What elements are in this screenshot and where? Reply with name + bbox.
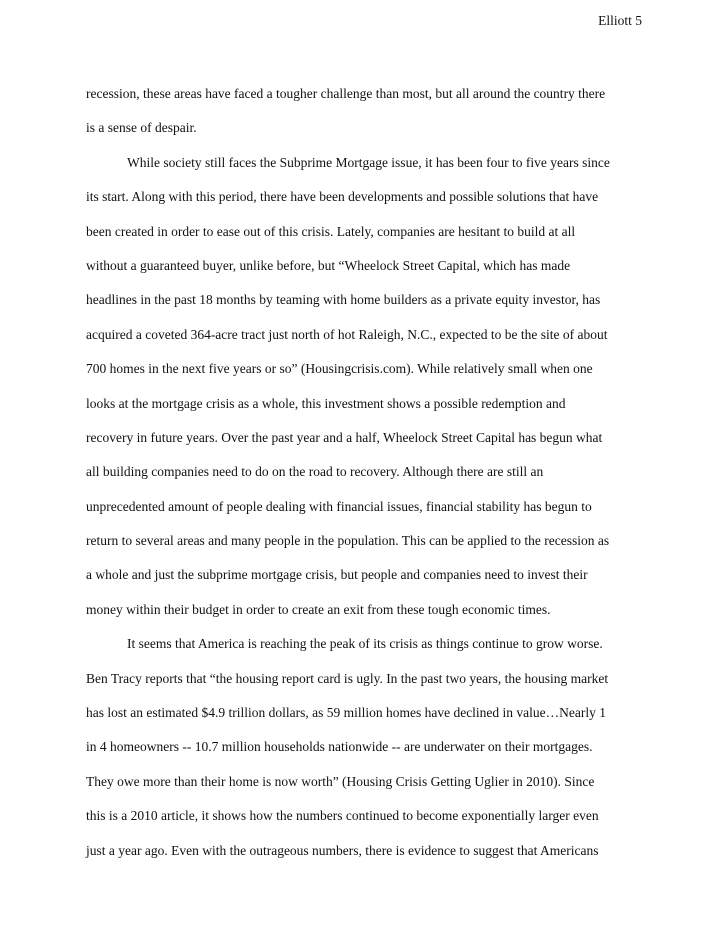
text-line: its start. Along with this period, there have been developments and possible solutions that have <box>86 189 599 205</box>
text-line: 700 homes in the next five years or so” (Housingcrisis.com). While relatively small when one <box>86 361 593 377</box>
text-line: unprecedented amount of people dealing with financial issues, financial stability has begun to <box>86 498 592 514</box>
text-line: in 4 homeowners -- 10.7 million households nationwide -- are underwater on their mortgages. <box>86 739 593 755</box>
text-line: been created in order to ease out of this crisis. Lately, companies are hesitant to build at all <box>86 223 576 239</box>
body-text <box>86 85 643 876</box>
text-line: recession, these areas have faced a tougher challenge than most, but all around the country there <box>86 86 606 101</box>
text-line: all building companies need to do on the road to recovery. Although there are still an <box>86 464 544 480</box>
text-line: has lost an estimated $4.9 trillion dollars, as 59 million homes have declined in value…Nearly 1 <box>86 705 607 721</box>
text-line: this is a 2010 article, it shows how the numbers continued to become exponentially larger even <box>86 808 599 824</box>
text-line: just a year ago. Even with the outrageous numbers, there is evidence to suggest that Americans <box>86 842 599 858</box>
text-line: without a guaranteed buyer, unlike before, but “Wheelock Street Capital, which has made <box>86 257 571 273</box>
text-line: headlines in the past 18 months by teaming with home builders as a private equity investor, has <box>86 292 601 308</box>
text-line: recovery in future years. Over the past year and a half, Wheelock Street Capital has begun what <box>86 429 603 445</box>
text-line: a whole and just the subprime mortgage crisis, but people and companies need to invest their <box>86 567 588 583</box>
text-line: is a sense of despair. <box>86 120 197 136</box>
text-line: money within their budget in order to create an exit from these tough economic times. <box>86 601 551 617</box>
running-head: Elliott 5 <box>598 13 642 28</box>
text-line: return to several areas and many people in the population. This can be applied to the recession as <box>86 533 610 549</box>
text-line: acquired a coveted 364-acre tract just north of hot Raleigh, N.C., expected to be the site of about <box>86 326 608 342</box>
text-line: Ben Tracy reports that “the housing report card is ugly. In the past two years, the housing market <box>86 670 609 686</box>
text-line: looks at the mortgage crisis as a whole, this investment shows a possible redemption and <box>86 395 566 411</box>
text-line: It seems that America is reaching the peak of its crisis as things continue to grow worse. <box>127 636 603 652</box>
text-line: They owe more than their home is now worth” (Housing Crisis Getting Uglier in 2010). Since <box>86 773 595 789</box>
text-line: While society still faces the Subprime Mortgage issue, it has been four to five years since <box>127 154 610 170</box>
